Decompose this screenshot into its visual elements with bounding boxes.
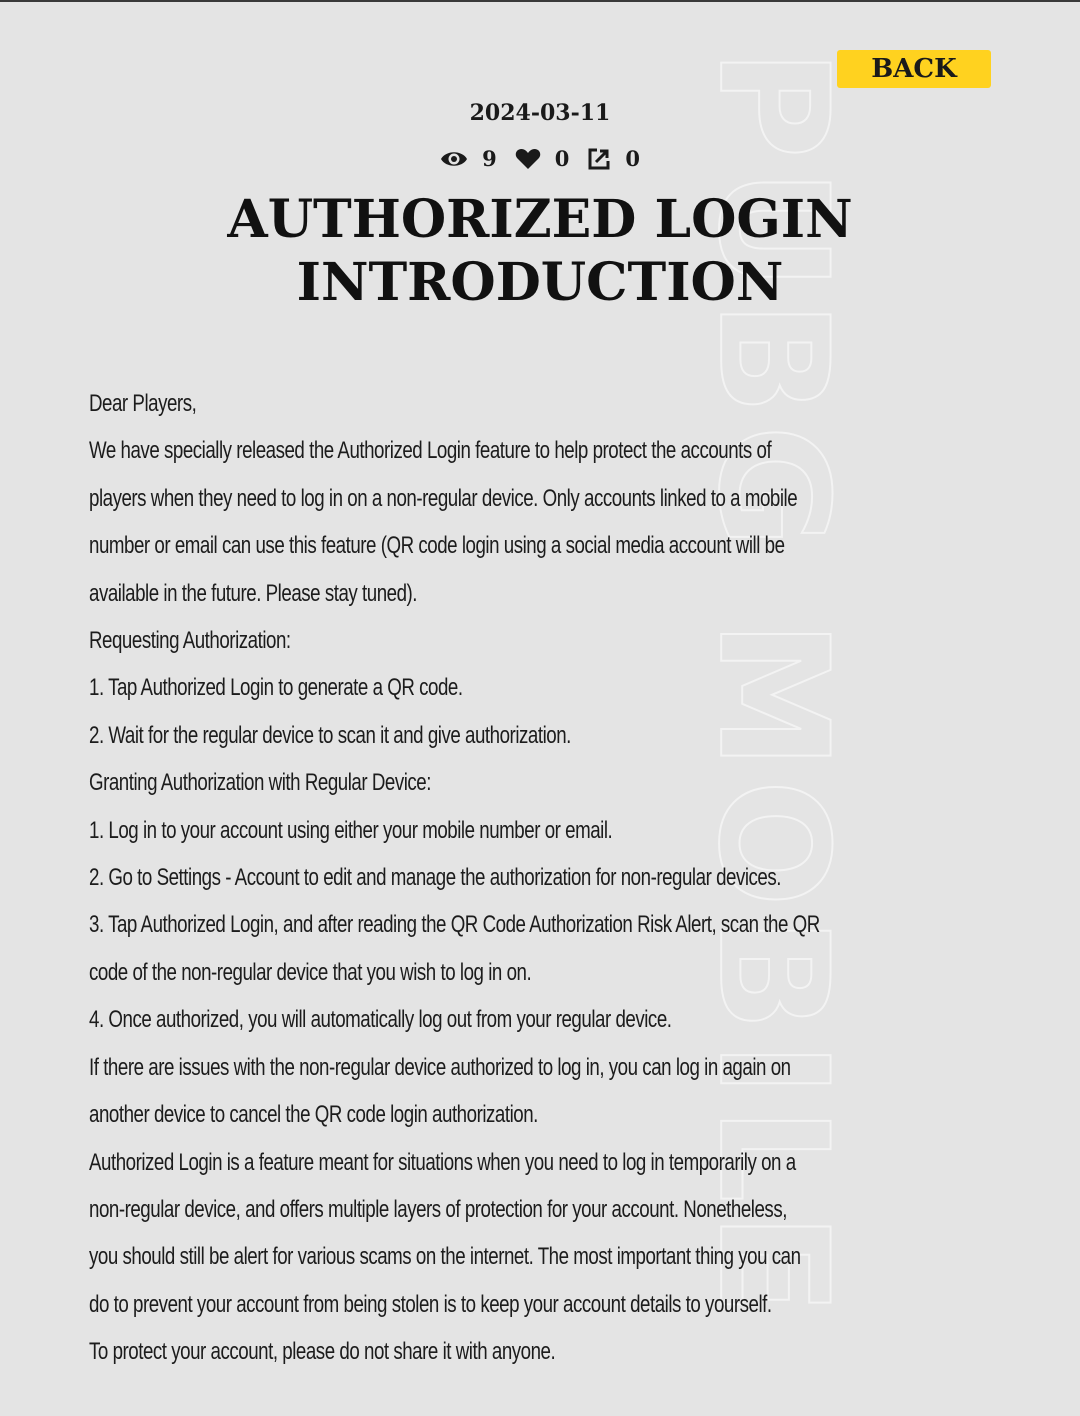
- heart-icon[interactable]: [515, 148, 541, 170]
- shares-count: 0: [625, 146, 640, 171]
- views-stat: [440, 146, 515, 171]
- article-line: If there are issues with the non-regular device authorized to log in, you can log in again on: [89, 1053, 791, 1081]
- article-line: do to prevent your account from being stolen is to keep your account details to yourself.: [89, 1290, 772, 1318]
- article-line: Authorized Login is a feature meant for situations when you need to log in temporarily on a: [89, 1148, 796, 1176]
- eye-icon: [440, 149, 468, 169]
- share-icon[interactable]: [587, 147, 611, 171]
- title-line-1: AUTHORIZED LOGIN: [227, 189, 853, 250]
- article-line: players when they need to log in on a non-regular device. Only accounts linked to a mobile: [89, 484, 798, 512]
- top-border: [0, 0, 1080, 2]
- article-body: [89, 380, 1019, 1376]
- title-line-2: INTRODUCTION: [296, 252, 784, 313]
- article-line: 3. Tap Authorized Login, and after reading the QR Code Authorization Risk Alert, scan the QR: [89, 911, 820, 939]
- article-line: you should still be alert for various scams on the internet. The most important thing you can: [89, 1243, 801, 1271]
- article-line: available in the future. Please stay tuned).: [89, 579, 418, 607]
- article-line: code of the non-regular device that you wish to log in on.: [89, 958, 532, 986]
- article-line: another device to cancel the QR code login authorization.: [89, 1101, 538, 1129]
- article-line: 4. Once authorized, you will automatically log out from your regular device.: [89, 1006, 672, 1034]
- likes-count: 0: [554, 146, 570, 171]
- article-line: Dear Players,: [89, 390, 197, 417]
- article-line: 1. Log in to your account using either your mobile number or email.: [89, 816, 613, 844]
- article-line: non-regular device, and offers multiple layers of protection for your account. Nonetheless,: [89, 1195, 787, 1223]
- post-date: 2024-03-11: [469, 100, 611, 126]
- views-count: 9: [482, 146, 497, 171]
- back-button[interactable]: BACK: [837, 50, 991, 88]
- watermark-logo: PUBG MOBILE: [684, 48, 859, 1326]
- article-line: 2. Go to Settings - Account to edit and manage the authorization for non-regular devices.: [89, 864, 781, 892]
- article-line: 2. Wait for the regular device to scan it and give authorization.: [89, 721, 571, 749]
- post-stats: [0, 146, 1080, 171]
- article-line: 1. Tap Authorized Login to generate a QR code.: [89, 674, 463, 702]
- article-line: number or email can use this feature (QR code login using a social media account will be: [89, 532, 785, 560]
- article-line: To protect your account, please do not share it with anyone.: [89, 1338, 556, 1366]
- article-line: Requesting Authorization:: [89, 627, 291, 655]
- page-title: [0, 188, 1080, 314]
- article-line: Granting Authorization with Regular Device:: [89, 769, 431, 797]
- article-line: We have specially released the Authorized Login feature to help protect the accounts of: [89, 437, 772, 465]
- shares-stat[interactable]: [587, 146, 640, 171]
- likes-stat[interactable]: [515, 146, 588, 171]
